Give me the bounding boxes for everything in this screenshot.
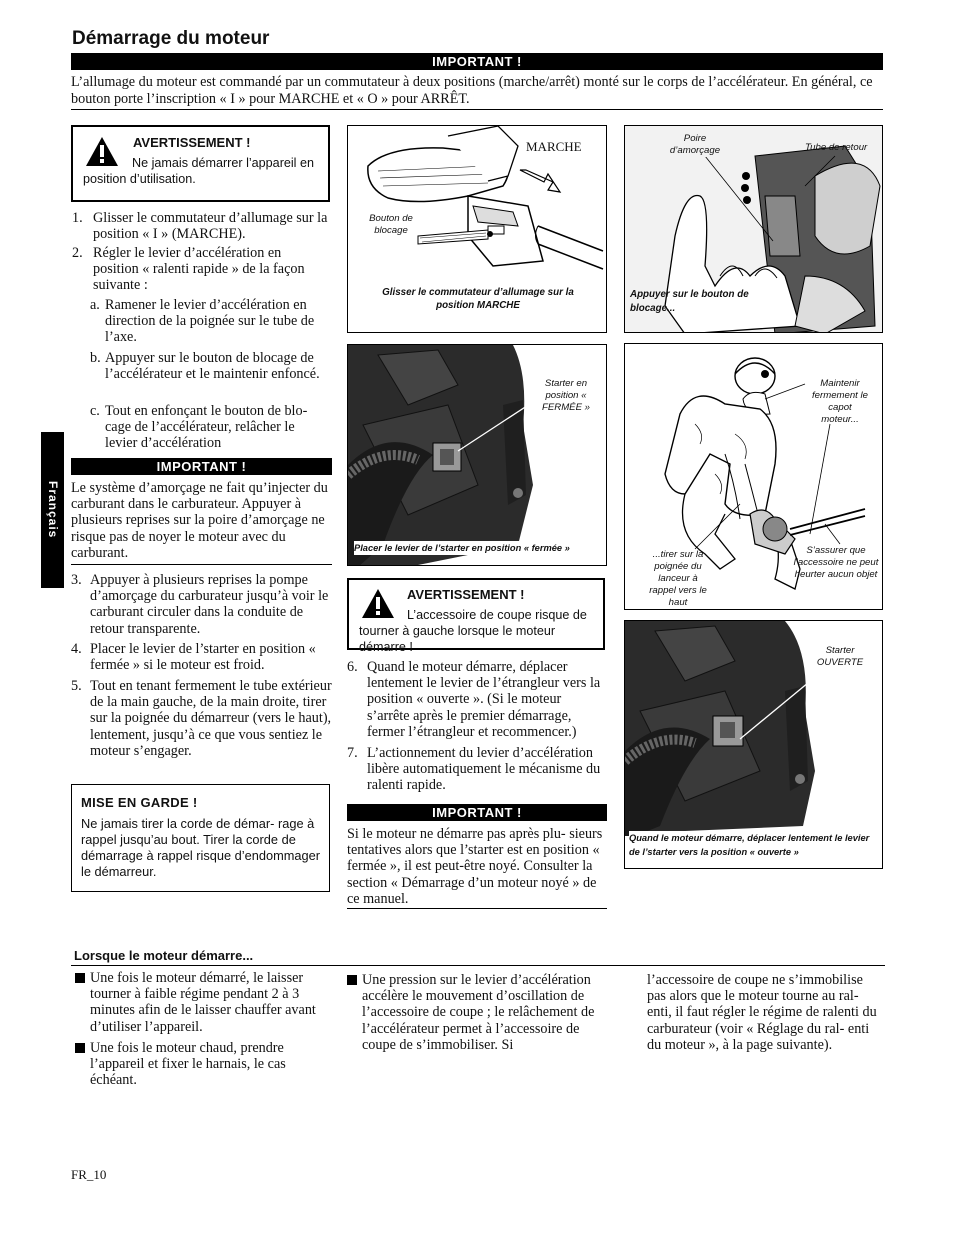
step-4: 4. Placer le levier de l’starter en position « fermée » si le moteur est froid. [71,641,316,674]
maintenir-label: Maintenir fermement le capot moteur... [812,378,868,425]
figure-caption: Glisser le commutateur d’allumage sur la position MARCHE [382,287,574,311]
bullet-icon [75,1043,85,1053]
substep-b: b. Appuyer sur le bouton de blocage de l’accélérateur et le maintenir enfoncé. [90,350,320,383]
tube-label: Tube de retour [805,142,868,153]
figure-choke-open [624,620,883,869]
section-title: Lorsque le moteur démarre... [74,948,254,963]
important-bar: IMPORTANT ! [71,458,332,475]
bullet-item: Une pression sur le levier d’accélération accélère le mouvement d’oscillation de l’accessoire de coupe ; le relâchement de l’accélérateur permet à l’accessoire de coupe de s’immobiliser. Si [362,972,595,1053]
starter-open-label: Starter OUVERTE [816,645,864,668]
intro-rule [71,109,883,110]
poire-label: Poire d’amorçage [665,133,725,157]
substep-c: c. Tout en enfonçant le bouton de blo- cage de l’accélérateur, relâcher le levier d’accélération [90,403,308,452]
important-bar: IMPORTANT ! [71,53,883,70]
bullet-item: Une fois le moteur chaud, prendre l’appareil et fixer le harnais, le cas échéant. [90,1040,286,1089]
substep-a: a. Ramener le levier d’accélération en direction de la poignée sur le tube de l’axe. [90,297,315,346]
bullet-icon [75,973,85,983]
step-6: 6. Quand le moteur démarre, déplacer lentement le levier de l’étrangleur vers la position « ouverte ». (Si le moteur s’arrête après le premier démarrage, fermer l’étrangleur et recommencer.) [347,659,601,740]
step-5: 5. Tout en tenant fermement le tube extérieur de la main gauche, de la main droite, tirer sur la poignée du démarreur (vers le haut), lentement, jusqu’à ce que vous sentiez le moteur s’engager. [71,678,332,759]
figure-primer [624,125,883,333]
step-7: 7. L’actionnement du levier d’accélération libère automatiquement le mécanisme du ralenti rapide. [347,745,601,794]
important-bar: IMPORTANT ! [347,804,607,821]
page-number: FR_10 [71,1167,107,1182]
step-3: 3. Appuyer à plusieurs reprises la pompe d’amorçage du carburateur jusqu’à voir le carburant circuler dans la conduite de retour transparente. [71,572,329,637]
figure-caption: Placer le levier de l’starter en position « fermée » [354,541,604,555]
column3-paragraph: l’accessoire de coupe ne s’immobilise pas alors que le moteur tourne au ral- enti, il faut régler le régime de ralenti du carburateur (voir « Réglage du ral- enti du moteur », à la page suivante). [647,972,877,1053]
figure-caption: Appuyer sur le bouton de blocage... [630,289,749,314]
caution-box [71,784,330,892]
page-title: Démarrage du moteur [72,28,270,49]
bullet-icon [347,975,357,985]
intro-paragraph: L’allumage du moteur est commandé par un commutateur à deux positions (marche/arrêt) monté sur le corps de l’accélérateur. En général, ce bouton porte l’inscription « I » pour MARCHE et « O » pour ARRÊT. [71,74,873,107]
figure-caption: Quand le moteur démarre, déplacer lentement le levier de l’starter vers la position « ouverte » [629,831,882,859]
important-paragraph: Le système d’amorçage ne fait qu’injecter du carburant dans le carburateur. Appuyer à plusieurs reprises sur la poire d’amorçage ne risque pas de noyer le moteur avec du carburant. [71,480,328,561]
step-1: 1. Glisser le commutateur d’allumage sur la position « I » (MARCHE). [72,210,328,243]
warning-title: AVERTISSEMENT ! [407,587,525,602]
warning-box [71,125,330,202]
figure-ignition-switch [347,125,607,333]
warning-box-2 [347,578,605,654]
sassurer-label: S’assurer que l’accessoire ne peut heurter aucun objet [793,545,879,580]
starter-closed-label: Starter en position « FERMÉE » [542,378,590,413]
language-tab: Français [41,432,64,588]
bullet-item: Une fois le moteur démarré, le laisser tourner à faible régime pendant 2 à 3 minutes afin de le laisser chauffer avant d’utiliser l’appareil. [90,970,316,1035]
figure-pull-start [624,343,883,610]
tirer-label: ...tirer sur la poignée du lanceur à rappel vers le haut [649,549,707,608]
bouton-label: Bouton de blocage [369,213,413,236]
important-rule [71,564,332,565]
warning-text: L’accessoire de coupe risque de tourner à gauche lorsque le moteur démarre ! [359,608,587,654]
figure-choke-closed [347,344,607,566]
important-rule [347,908,607,909]
caution-text: Ne jamais tirer la corde de démar- rage à rappel jusqu’au bout. Tirer la corde de démarrage à rappel risque d’endommager le démarreur. [81,816,321,879]
caution-title: MISE EN GARDE ! [81,795,198,810]
marche-label: MARCHE [526,139,582,154]
section-rule [71,965,885,966]
important-paragraph: Si le moteur ne démarre pas après plu- sieurs tentatives alors que l’starter est en position « fermée », il est peut-être noyé. Consulter la section « Démarrage d’un moteur noyé » de ce manuel. [347,826,603,907]
warning-text: Ne jamais démarrer l’appareil en position d’utilisation. [83,156,314,186]
step-2: 2. Régler le levier d’accélération en position « ralenti rapide » de la façon suivante : [72,245,305,294]
warning-title: AVERTISSEMENT ! [133,135,251,150]
